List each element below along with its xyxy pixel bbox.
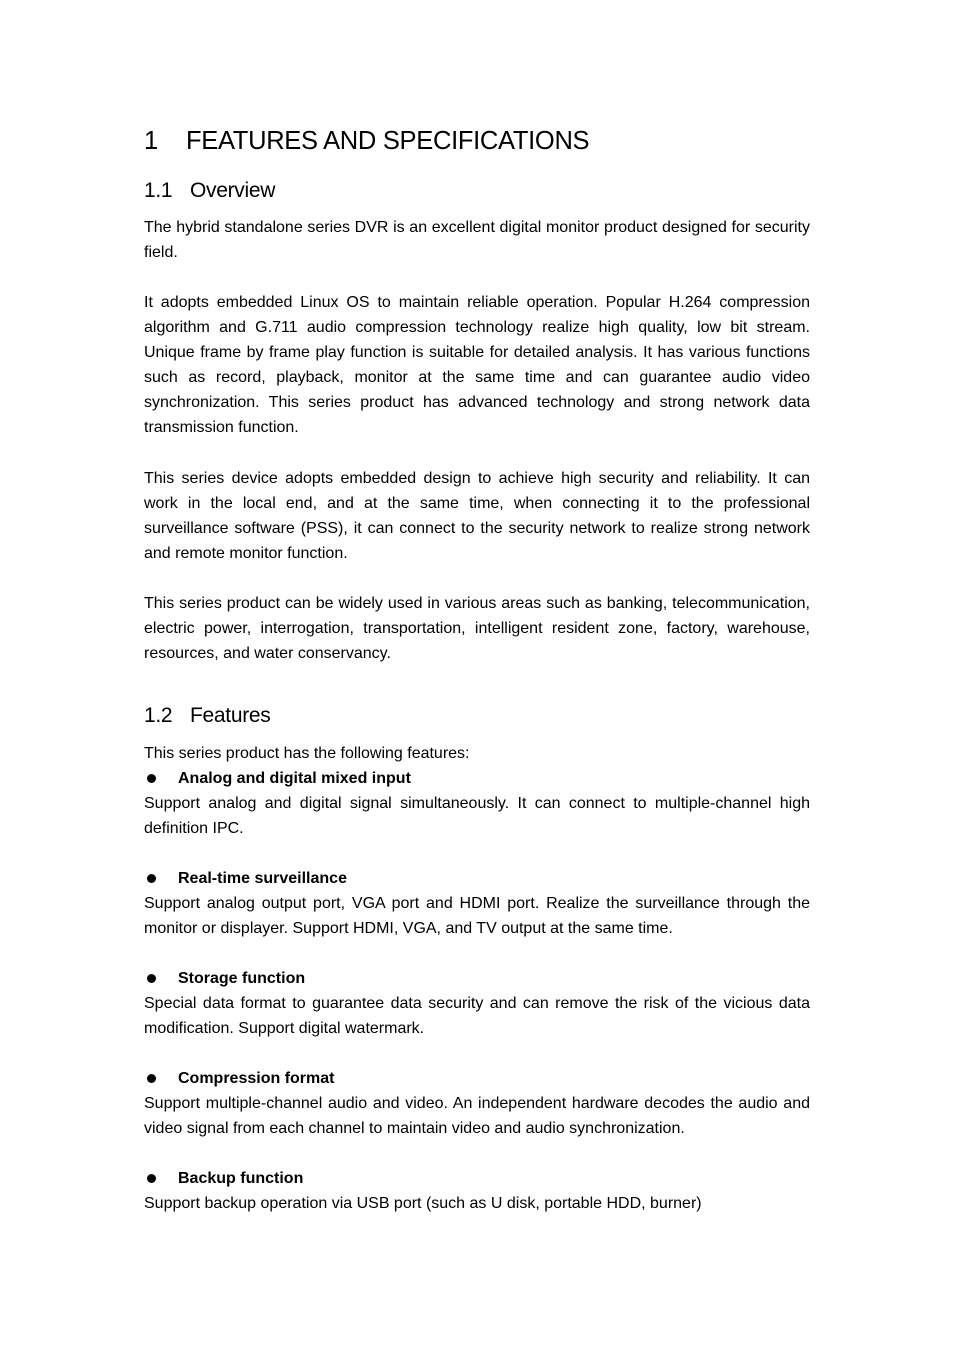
feature-description: Support analog output port, VGA port and HDMI port. Realize the surveillance through the monitor or displayer. Support HDMI, VGA, and TV output at the same time.: [144, 895, 810, 937]
feature-title: Compression format: [178, 1070, 335, 1087]
bullet-icon: [147, 874, 156, 883]
feature-title: Backup function: [178, 1170, 304, 1187]
feature-title: Storage function: [178, 970, 306, 987]
section-number: 1.1: [144, 179, 173, 202]
bullet-icon: [147, 974, 156, 983]
section-number: 1.2: [144, 704, 173, 727]
section-heading-features: [144, 704, 270, 728]
bullet-icon: [147, 774, 156, 783]
feature-description: Special data format to guarantee data security and can remove the risk of the vicious data modification. Support digital watermark.: [144, 995, 810, 1037]
feature-description: Support multiple-channel audio and video. An independent hardware decodes the audio and video signal from each channel to maintain video and audio synchronization.: [144, 1095, 810, 1137]
chapter-number: 1: [144, 127, 158, 155]
bullet-icon: [147, 1174, 156, 1183]
feature-title: Analog and digital mixed input: [178, 770, 411, 787]
section-title: Features: [190, 704, 271, 727]
feature-description: Support analog and digital signal simultaneously. It can connect to multiple-channel high definition IPC.: [144, 795, 810, 837]
bullet-icon: [147, 1074, 156, 1083]
feature-description: Support backup operation via USB port (such as U disk, portable HDD, burner): [144, 1195, 702, 1212]
overview-paragraph: This series product can be widely used in various areas such as banking, telecommunication, electric power, interrogation, transportation, intelligent resident zone, factory, warehouse, resources, and water conservancy.: [144, 595, 810, 662]
overview-paragraph: The hybrid standalone series DVR is an excellent digital monitor product designed for security field.: [144, 219, 810, 261]
chapter-title: FEATURES AND SPECIFICATIONS: [186, 127, 590, 155]
overview-paragraph: This series device adopts embedded design to achieve high security and reliability. It can work in the local end, and at the same time, when connecting it to the professional surveillance software (PSS), it can connect to the security network to realize strong network and remote monitor function.: [144, 470, 810, 562]
features-intro: This series product has the following features:: [144, 745, 470, 762]
section-title: Overview: [190, 179, 276, 202]
chapter-heading: [144, 127, 589, 156]
overview-paragraph: It adopts embedded Linux OS to maintain reliable operation. Popular H.264 compression algorithm and G.711 audio compression technology realize high quality, low bit stream. Unique frame by frame play function is suitable for detailed analysis. It has various functions such as record, playback, monitor at the same time and can guarantee audio video synchronization. This series product has advanced technology and strong network data transmission function.: [144, 294, 810, 436]
section-heading-overview: [144, 179, 275, 203]
feature-title: Real-time surveillance: [178, 870, 347, 887]
